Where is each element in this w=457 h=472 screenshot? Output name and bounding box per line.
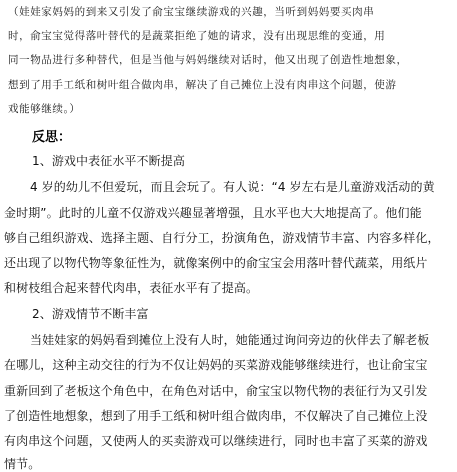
paragraph-line: 有肉串这个问题，又使两人的买卖游戏可以继续进行，同时也丰富了买菜的游戏 bbox=[4, 434, 428, 448]
paragraph-line: 重新回到了老板这个角色中，在角色对话中，俞宝宝以物代物的表征行为又引发 bbox=[4, 384, 428, 398]
paragraph-line: 和树枝组合起来替代肉串，表征水平有了提高。 bbox=[4, 281, 259, 295]
paragraph-line: 还出现了以物代物等象征性为，就像案例中的俞宝宝会用落叶替代蔬菜，用纸片 bbox=[4, 256, 428, 270]
paragraph-line: 4 岁的幼儿不但爱玩，而且会玩了。有人说：“4 岁左右是儿童游戏活动的黄 bbox=[30, 180, 435, 194]
section-title: 2、游戏情节不断丰富 bbox=[32, 307, 149, 321]
handwritten-line: 同一物品进行多种替代，但是当他与妈妈继续对话时，他又出现了创造性地想象， bbox=[8, 54, 408, 66]
reflection-heading: 反思： bbox=[32, 130, 72, 145]
paragraph-line: 在哪儿，这种主动交往的行为不仅让妈妈的买菜游戏能够继续进行，也让俞宝宝 bbox=[4, 358, 428, 372]
paragraph-line: 情节。 bbox=[4, 457, 41, 471]
paragraph-line: 金时期”。此时的儿童不仅游戏兴趣显著增强，且水平也大大地提高了。他们能 bbox=[4, 206, 422, 220]
handwritten-line: （娃娃家妈妈的到来又引发了俞宝宝继续游戏的兴趣，当听到妈妈要买肉串 bbox=[8, 6, 375, 18]
paragraph-line: 当娃娃家的妈妈看到摊位上没有人时，她能通过询问旁边的伙伴去了解老板 bbox=[30, 333, 430, 347]
handwritten-line: 戏能够继续。） bbox=[8, 103, 81, 115]
handwritten-line: 想到了用手工纸和树叶组合做肉串，解决了自己摊位上没有肉串这个问题，使游 bbox=[8, 79, 397, 91]
paragraph-line: 了创造性地想象，想到了用手工纸和树叶组合做肉串，不仅解决了自己摊位上没 bbox=[4, 409, 428, 423]
handwritten-line: 时，俞宝宝觉得落叶替代的是蔬菜拒绝了她的请求，没有出现思维的变通，用 bbox=[8, 30, 386, 42]
section-title: 1、游戏中表征水平不断提高 bbox=[32, 154, 185, 168]
paragraph-line: 够自己组织游戏、选择主题、自行分工，扮演角色，游戏情节丰富、内容多样化， bbox=[4, 231, 440, 245]
